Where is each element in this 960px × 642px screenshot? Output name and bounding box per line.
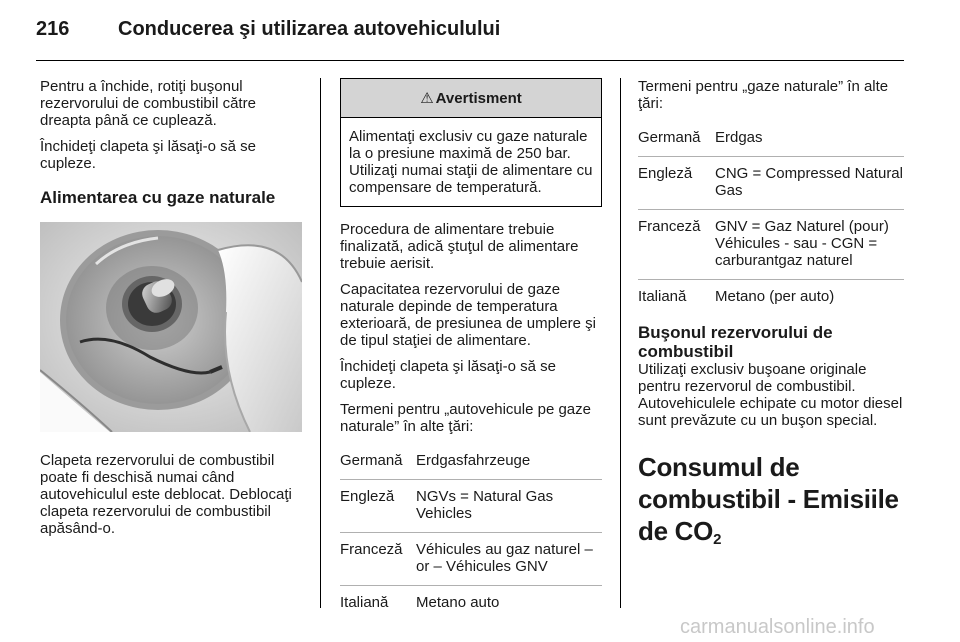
page-title: Conducerea şi utilizarea autovehiculului [118,18,501,40]
section-heading-natural-gas: Alimentarea cu gaze naturale [40,188,276,207]
close-flap-instruction: Închideţi clapeta şi lăsaţi-o să se cupleze. [40,138,256,172]
fuel-flap-photo [40,222,302,432]
gas-terms-intro: Termeni pentru „gaze naturale” în alte ţări: [638,78,889,112]
column-middle [340,78,602,621]
table-row [638,121,904,157]
gas-terms-table [638,121,904,315]
language-cell: Franceză [638,210,715,280]
refuel-procedure-text: Procedura de alimentare trebuie finalizată, adică ştuţul de alimentare trebuie aerisit. [340,221,579,272]
warning-triangle-icon: ⚠ [420,89,434,107]
header-divider [36,60,904,61]
term-cell: NGVs = Natural Gas Vehicles [416,480,602,533]
warning-box [340,78,602,207]
table-row [340,480,602,533]
table-row [638,210,904,280]
column-divider [620,78,621,608]
chapter-heading-text: Consumul de combustibil - Emisiile de CO [638,452,899,546]
fuel-cap-text: Utilizaţi exclusiv buşoane originale pentru rezervorul de combustibil. Autovehiculele echipate cu motor diesel sunt prevăzute cu un buşon special. [638,361,903,429]
table-row [638,280,904,316]
watermark: carmanualsonline.info [680,616,875,638]
language-cell: Engleză [340,480,416,533]
language-cell: Engleză [638,157,715,210]
term-cell: Véhicules au gaz naturel – or – Véhicules GNV [416,533,602,586]
language-cell: Germană [638,121,715,157]
vehicle-terms-table [340,444,602,621]
table-row [340,586,602,622]
term-cell: Erdgas [715,121,904,157]
closing-instruction: Pentru a închide, rotiţi buşonul rezervorului de combustibil către dreapta până ce cuplează. [40,78,256,129]
warning-header [341,79,601,118]
column-right [638,78,904,556]
term-cell: CNG = Compressed Natural Gas [715,157,904,210]
table-row [340,533,602,586]
table-row [340,444,602,480]
flap-unlock-text: Clapeta rezervorului de combustibil poate fi deschisă numai când autovehiculul este deblocat. Deblocaţi clapeta rezervorului de combustibil apăsând-o. [40,452,292,537]
warning-text: Alimentaţi exclusiv cu gaze naturale la o presiune maximă de 250 bar. Utilizaţi numai staţii de alimentare cu compensare de temperatură. [349,128,593,196]
column-divider [320,78,321,608]
fuel-filler-illustration [40,222,302,432]
close-flap-instruction: Închideţi clapeta şi lăsaţi-o să se cupleze. [340,358,556,392]
column-left [40,78,305,546]
term-cell: Erdgasfahrzeuge [416,444,602,480]
tank-capacity-text: Capacitatea rezervorului de gaze naturale depinde de temperatura exterioară, de presiunea de umplere şi de tipul staţiei de alimentare. [340,281,596,349]
co2-subscript: 2 [713,531,722,548]
language-cell: Italiană [638,288,687,305]
term-cell: Metano auto [416,594,500,611]
language-cell: Italiană [340,594,389,611]
chapter-heading-consumption [638,451,904,556]
language-cell: Germană [340,444,416,480]
term-cell: Metano (per auto) [715,288,835,305]
section-heading-fuel-cap: Buşonul rezervorului de combustibil [638,323,833,361]
warning-title: Avertisment [435,89,522,107]
table-row [638,157,904,210]
page-number: 216 [36,18,70,40]
term-cell: GNV = Gaz Naturel (pour) Véhicules - sau - CGN = carburantgaz naturel [715,210,904,280]
vehicle-terms-intro: Termeni pentru „autovehicule pe gaze naturale” în alte ţări: [340,401,591,435]
language-cell: Franceză [340,533,416,586]
